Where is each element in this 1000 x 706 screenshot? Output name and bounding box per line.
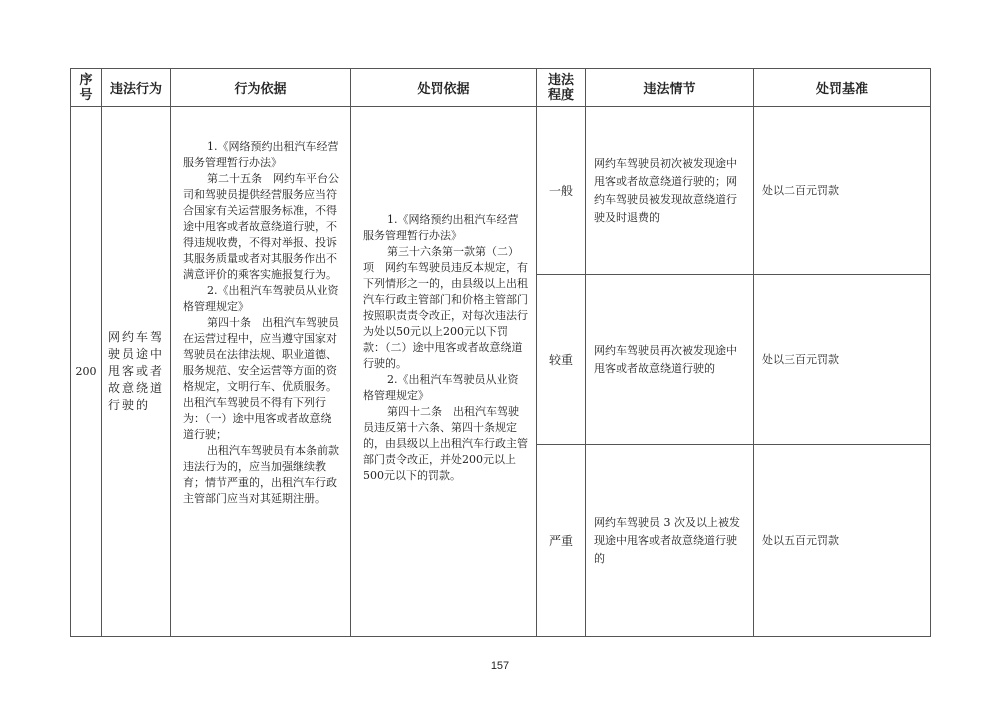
standard-severe: 处以五百元罚款 xyxy=(754,445,931,637)
standard-serious: 处以三百元罚款 xyxy=(754,275,931,445)
standard-general: 处以二百元罚款 xyxy=(754,107,931,275)
header-row xyxy=(71,69,931,107)
penalty-basis-para: 1.《网络预约出租汽车经营服务管理暂行办法》 xyxy=(363,213,519,242)
header-degree: 违法 程度 xyxy=(537,69,586,107)
degree-general: 一般 xyxy=(537,107,586,275)
table-row xyxy=(71,107,931,275)
row-seq: 200 xyxy=(71,107,102,637)
row-penalty-basis xyxy=(351,107,537,637)
basis-para: 2.《出租汽车驾驶员从业资格管理规定》 xyxy=(183,284,339,313)
situation-severe: 网约车驾驶员 3 次及以上被发现途中甩客或者故意绕道行驶的 xyxy=(586,445,754,637)
basis-para: 1.《网络预约出租汽车经营服务管理暂行办法》 xyxy=(183,140,339,169)
penalty-standard-table xyxy=(70,68,931,637)
header-seq: 序 号 xyxy=(71,69,102,107)
header-basis: 行为依据 xyxy=(171,69,351,107)
row-act: 网约车驾驶员途中甩客或者故意绕道行驶的 xyxy=(102,107,171,637)
header-act: 违法行为 xyxy=(102,69,171,107)
basis-para: 第二十五条 网约车平台公司和驾驶员提供经营服务应当符合国家有关运营服务标准，不得途中甩客或者故意绕道行驶，不得违规收费，不得对举报、投诉其服务质量或者对其服务作出不满意评价的乘客实施报复行为。 xyxy=(183,172,339,281)
header-standard: 处罚基准 xyxy=(754,69,931,107)
penalty-basis-para: 2.《出租汽车驾驶员从业资格管理规定》 xyxy=(363,373,519,402)
basis-para: 出租汽车驾驶员有本条前款违法行为的，应当加强继续教育；情节严重的，出租汽车行政主管部门应当对其延期注册。 xyxy=(183,444,339,505)
situation-serious: 网约车驾驶员再次被发现途中甩客或者故意绕道行驶的 xyxy=(586,275,754,445)
degree-severe: 严重 xyxy=(537,445,586,637)
penalty-basis-para: 第三十六条第一款第（二）项 网约车驾驶员违反本规定，有下列情形之一的，由县级以上出租汽车行政主管部门和价格主管部门按照职责责令改正，对每次违法行为处以50元以上200元以下罚款：（二）途中甩客或者故意绕道行驶的。 xyxy=(363,245,528,370)
header-penalty-basis: 处罚依据 xyxy=(351,69,537,107)
page-number: 157 xyxy=(490,660,510,672)
basis-para: 第四十条 出租汽车驾驶员在运营过程中，应当遵守国家对驾驶员在法律法规、职业道德、服务规范、安全运营等方面的资格规定，文明行车、优质服务。出租汽车驾驶员不得有下列行为：（一）途中甩客或者故意绕道行驶； xyxy=(183,316,339,441)
degree-serious: 较重 xyxy=(537,275,586,445)
header-situation: 违法情节 xyxy=(586,69,754,107)
row-basis xyxy=(171,107,351,637)
situation-general: 网约车驾驶员初次被发现途中甩客或者故意绕道行驶的；网约车驾驶员被发现故意绕道行驶及时退费的 xyxy=(586,107,754,275)
penalty-basis-para: 第四十二条 出租汽车驾驶员违反第十六条、第四十条规定的，由县级以上出租汽车行政主管部门责令改正，并处200元以上500元以下的罚款。 xyxy=(363,405,528,482)
